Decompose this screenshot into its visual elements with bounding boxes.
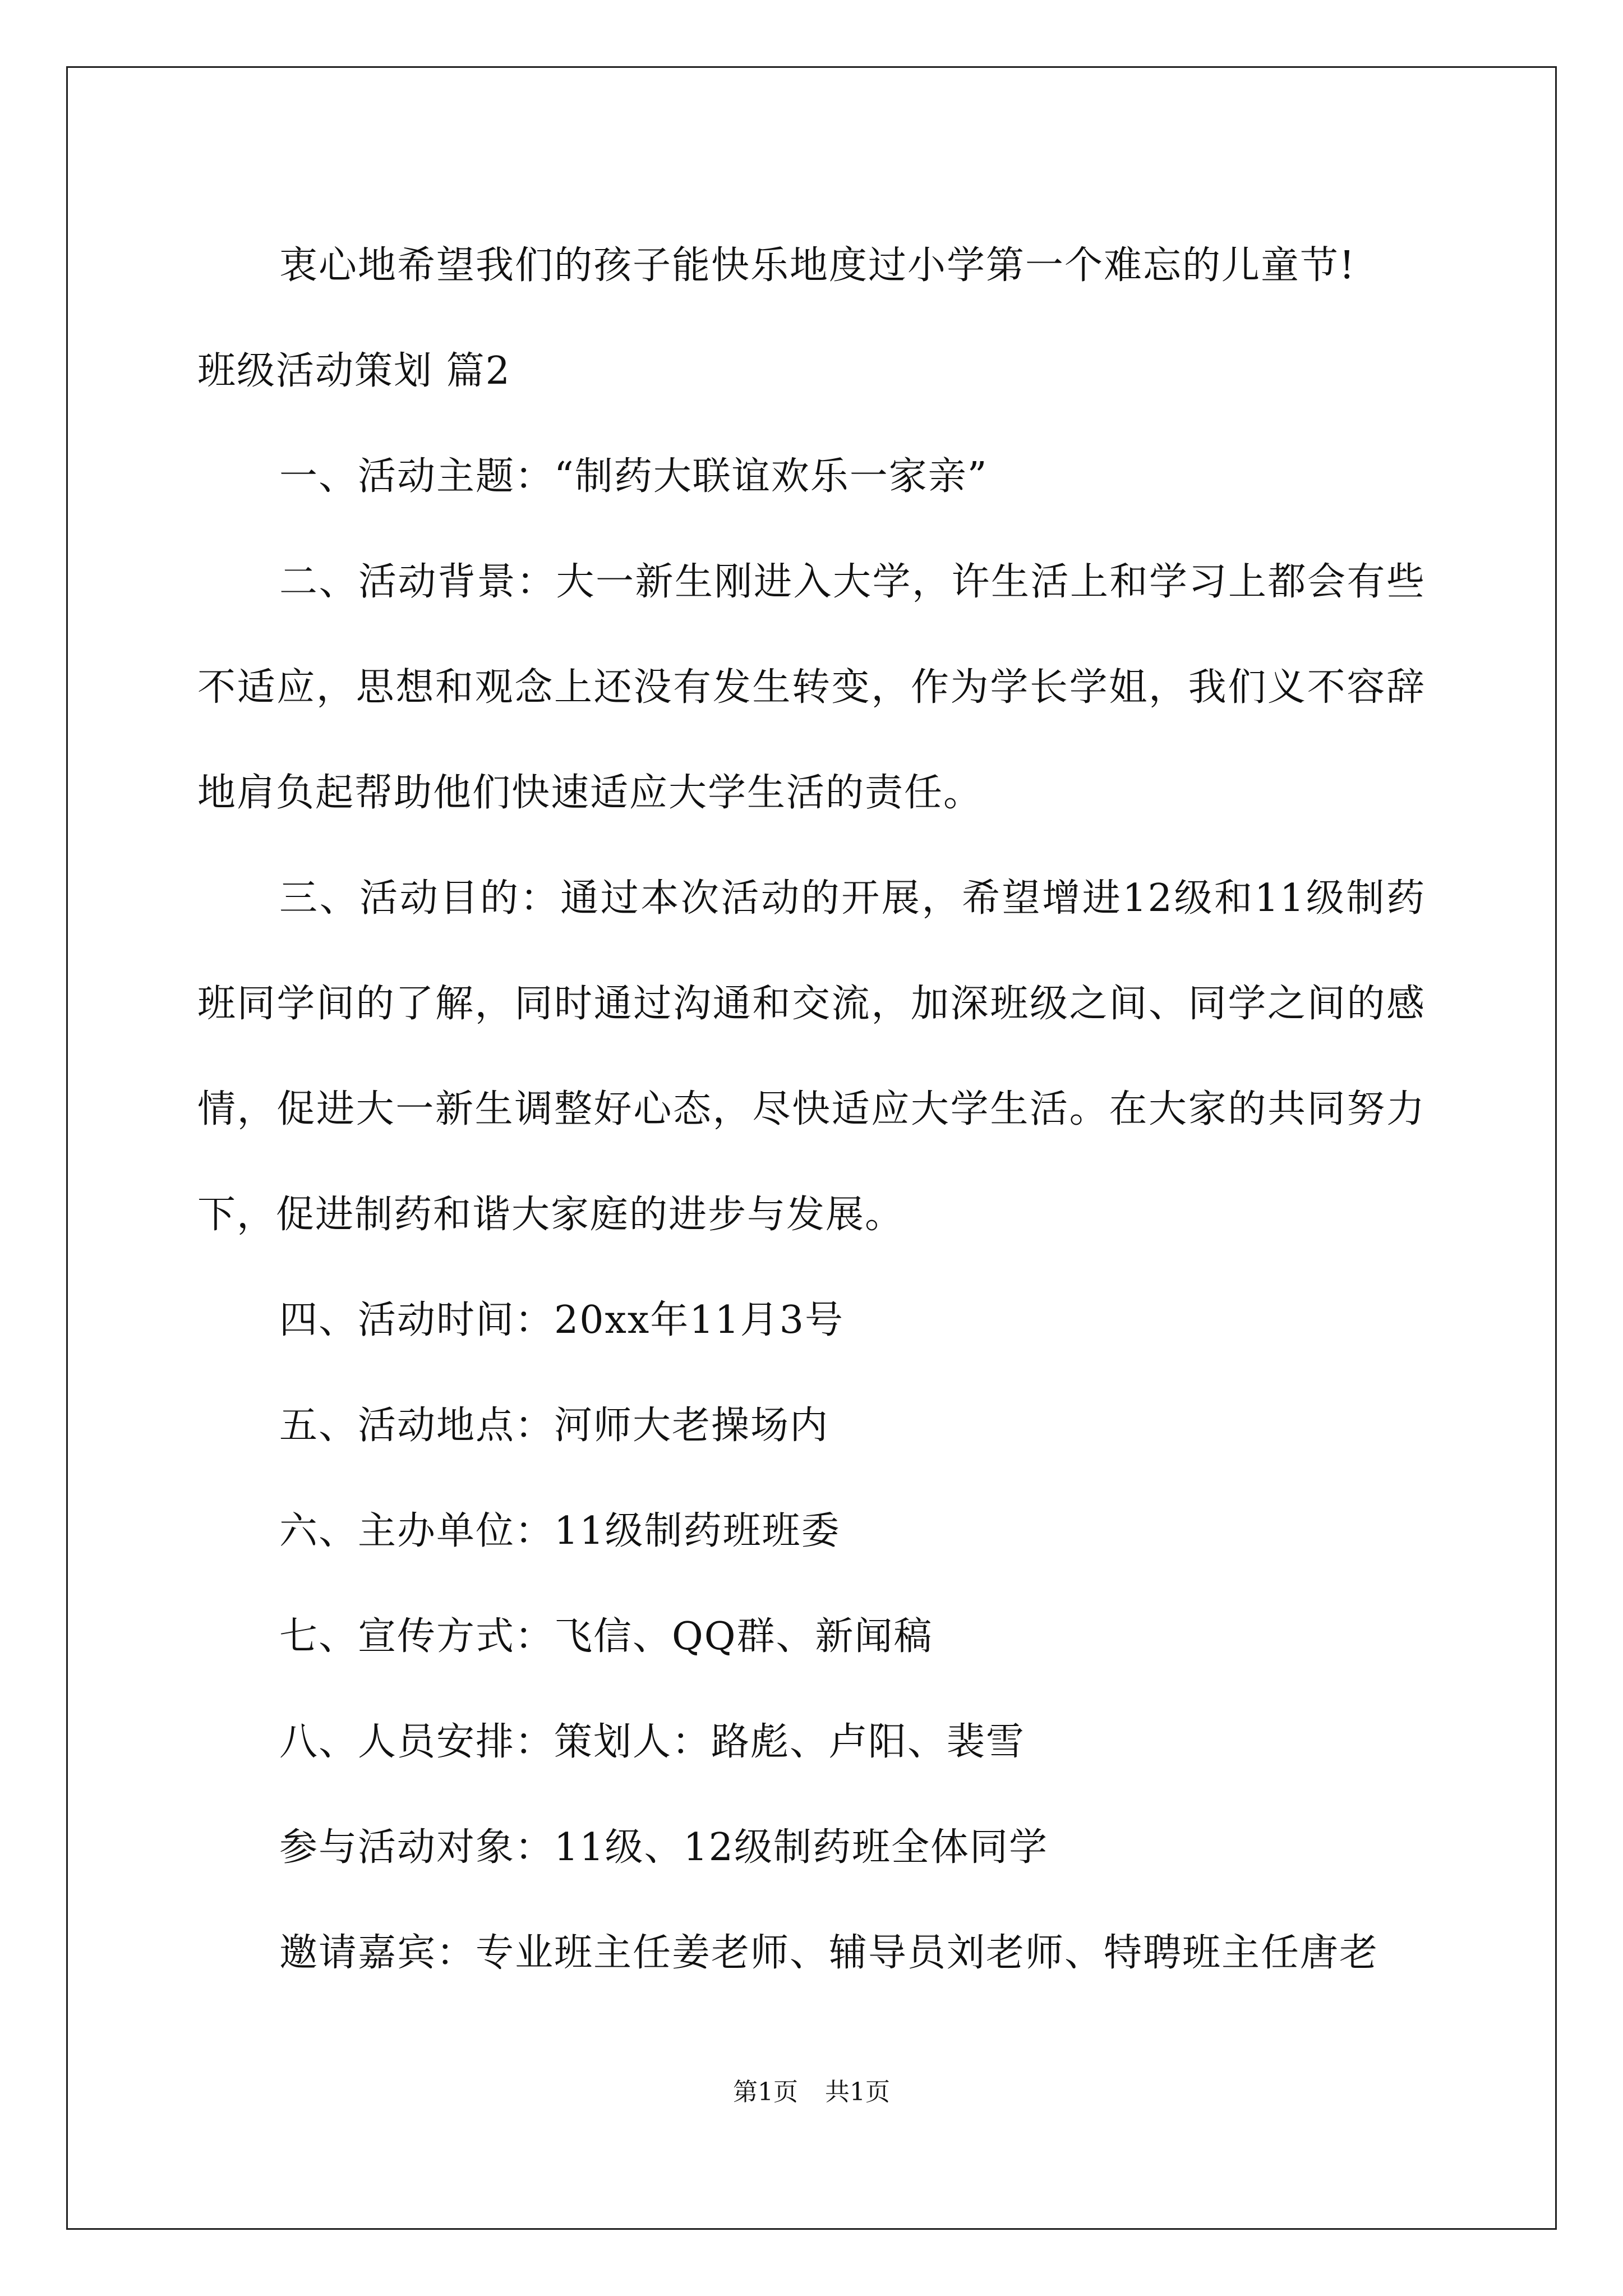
document-body	[197, 213, 1426, 2006]
page-number: 第1页	[733, 2078, 798, 2106]
page-total: 共1页	[825, 2078, 890, 2106]
paragraph-time: 四、活动时间：20xx年11月3号	[279, 1298, 845, 1342]
paragraph-location: 五、活动地点：河师大老操场内	[279, 1404, 829, 1448]
paragraph-theme: 一、活动主题：“制药大联谊欢乐一家亲”	[279, 454, 988, 499]
paragraph-closing-wish: 衷心地希望我们的孩子能快乐地度过小学第一个难忘的儿童节!	[279, 243, 1356, 288]
paragraph-purpose: 三、活动目的：通过本次活动的开展，希望增进12级和11级制药班同学间的了解，同时通过沟通和交流，加深班级之间、同学之间的感情，促进大一新生调整好心态，尽快适应大学生活。在大家的共同努力下，促进制药和谐大家庭的进步与发展。	[197, 876, 1426, 1237]
paragraph-background: 二、活动背景：大一新生刚进入大学，许生活上和学习上都会有些不适应，思想和观念上还没有发生转变，作为学长学姐，我们义不容辞地肩负起帮助他们快速适应大学生活的责任。	[197, 560, 1426, 815]
paragraph-staff: 八、人员安排：策划人：路彪、卢阳、裴雪	[279, 1720, 1026, 1764]
paragraph-publicity: 七、宣传方式：飞信、QQ群、新闻稿	[279, 1614, 933, 1659]
paragraph-organizer: 六、主办单位：11级制药班班委	[279, 1509, 841, 1553]
paragraph-participants: 参与活动对象：11级、12级制药班全体同学	[279, 1825, 1049, 1870]
paragraph-guests: 邀请嘉宾：专业班主任姜老师、辅导员刘老师、特聘班主任唐老	[279, 1931, 1379, 1975]
section-heading: 班级活动策划 篇2	[197, 349, 511, 393]
page-footer	[0, 2076, 1623, 2109]
